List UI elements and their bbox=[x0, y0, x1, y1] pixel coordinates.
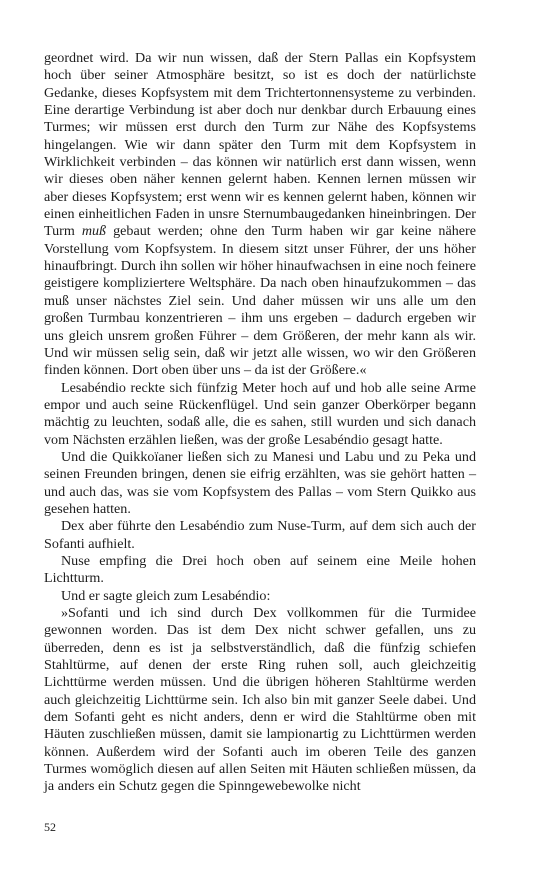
page-number: 52 bbox=[44, 820, 56, 834]
paragraph-text: Lesabéndio reckte sich fünfzig Meter hoch auf und hob alle seine Arme empor und auch seine Rückenflügel. Und sein ganzer Oberkörper begann mächtig zu leuchten, sodaß alle, die es sahen, still wurden und sich danach vom Nächsten erzählen ließen, was der große Lesabéndio gesagt hatte. bbox=[44, 379, 476, 448]
paragraph bbox=[44, 605, 476, 796]
paragraph bbox=[44, 588, 476, 605]
paragraph bbox=[44, 50, 476, 380]
paragraph-text: Und er sagte gleich zum Lesabéndio: bbox=[61, 587, 271, 604]
paragraph-text: Dex aber führte den Lesabéndio zum Nuse-Turm, auf dem sich auch der Sofanti aufhielt. bbox=[44, 518, 476, 552]
paragraph bbox=[44, 518, 476, 553]
paragraph-text: gebaut werden; ohne den Turm haben wir gar keine nähere Vorstellung vom Kopfsystem. In diesem sitzt unser Führer, der uns höher hinaufbringt. Durch ihn sollen wir höher hinaufwachsen in eine noch feinere geistigere kompliziertere Weltsphäre. Da nach oben hinaufzukommen – das muß unser nächstes Ziel sein. Und daher müssen wir uns alle um den großen Turmbau konzentrieren – ihm uns ergeben – dadurch ergeben wir uns gleich unsrem großen Führer – dem Größeren, der mehr kann als wir. Und wir müssen selig sein, daß wir jetzt alle wissen, wo wir den Größeren finden können. Dort oben über uns – da ist der Größere.« bbox=[44, 223, 476, 379]
paragraph bbox=[44, 380, 476, 449]
paragraph-text: Nuse empfing die Drei hoch oben auf seinem eine Meile hohen Lichtturm. bbox=[44, 552, 476, 587]
paragraph-text: »Sofanti und ich sind durch Dex vollkommen für die Turmidee gewonnen worden. Das ist dem Dex nicht schwer gefallen, uns zu überreden, denn es ist ja selbstverständlich, daß die fünfzig schiefen Stahltürme, auf denen der erste Ring ruhen soll, auch gleichzeitig Lichttürme werden müssen. Und die übrigen höheren Stahltürme werden auch gleichzeitig Lichttürme sein. Ich also bin mit ganzer Seele dabei. Und dem Sofanti geht es nicht anders, denn er wird die Stahltürme oben mit Häuten zuschließen müssen, damit sie lampionartig zu Lichttürmen werden können. Außerdem wird der Sofanti auch im oberen Teile des ganzen Turmes womöglich diesen auf allen Seiten mit Häuten schließen müssen, da ja anders ein Schutz gegen die Spinngewebewolke nicht bbox=[44, 605, 476, 795]
paragraph-text: geordnet wird. Da wir nun wissen, daß der Stern Pallas ein Kopfsystem hoch über seiner Atmosphäre besitzt, so ist es doch der natürlichste Gedanke, dieses Kopfsystem mit dem Trichtertonnensysteme zu verbinden. Eine derartige Verbindung ist aber doch nur denkbar durch Erbauung eines Turmes; wir müssen erst durch den Turm zur Nähe des Kopfsystems hingelangen. Wie wir dann später den Turm mit dem Kopfsystem in Wirklichkeit verbinden – das können wir natürlich erst dann wissen, wenn wir dieses oben näher kennen gelernt haben. Kennen lernen müssen wir aber dieses Kopfsystem; erst wenn wir es kennen gelernt haben, können wir einen einheitlichen Faden in unsre Sternumbaugedanken hineinbringen. Der Turm bbox=[44, 50, 476, 240]
emphasized-text: muß bbox=[81, 223, 107, 240]
paragraph-text: Und die Quikkoïaner ließen sich zu Manesi und Labu und zu Peka und seinen Freunden bringen, denen sie eifrig erzählten, was sie gehört hatten – und auch das, was sie vom Kopfsystem des Pallas – vom Stern Quikko aus gesehen hatten. bbox=[44, 448, 476, 517]
book-page-text bbox=[44, 50, 476, 796]
paragraph bbox=[44, 553, 476, 588]
paragraph bbox=[44, 449, 476, 518]
